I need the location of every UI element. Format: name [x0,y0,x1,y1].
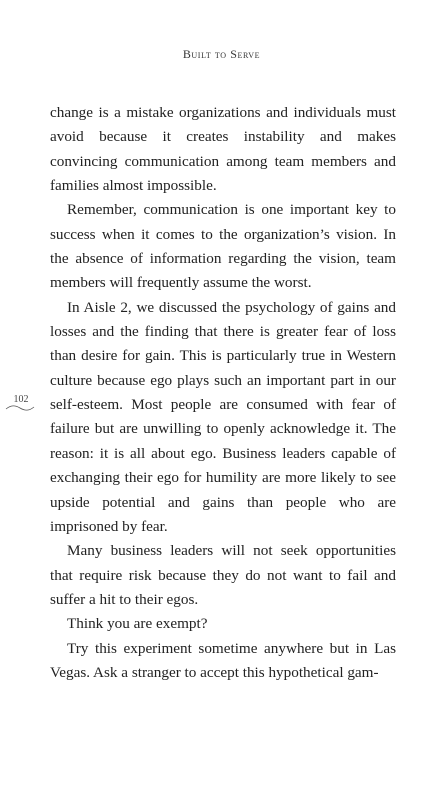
paragraph: Remember, communication is one important key to success when it comes to the organization’s vision. In the absence of information regarding the vision, team members will frequently assume the worst. [50,201,396,292]
paragraph: Think you are exempt? [67,615,208,633]
page-number: 102 [13,394,29,405]
paragraph: Try this experiment sometime anywhere but in Las Vegas. Ask a stranger to accept this hypothetical gam- [50,639,396,681]
paragraph-continued: change is a mistake organizations and individuals must avoid because it creates instability and makes convincing communication among team members and families almost impossible. [50,104,396,195]
page-number-ornament-icon [5,404,35,412]
paragraph: In Aisle 2, we discussed the psychology of gains and losses and the finding that there is greater fear of loss than desire for gain. This is particularly true in Western culture because ego plays such an important part in our self-esteem. Most people are consumed with fear of failure but are unwilling to openly acknowledge it. The reason: it is all about ego. Business leaders capable of exchanging their ego for humility are more likely to see upside potential and gains than people who are imprisoned by fear. [50,298,396,535]
paragraph: Many business leaders will not seek opportunities that require risk because they do not want to fail and suffer a hit to their egos. [50,542,396,608]
body-text [50,101,396,685]
running-head: Built to Serve [182,47,261,61]
